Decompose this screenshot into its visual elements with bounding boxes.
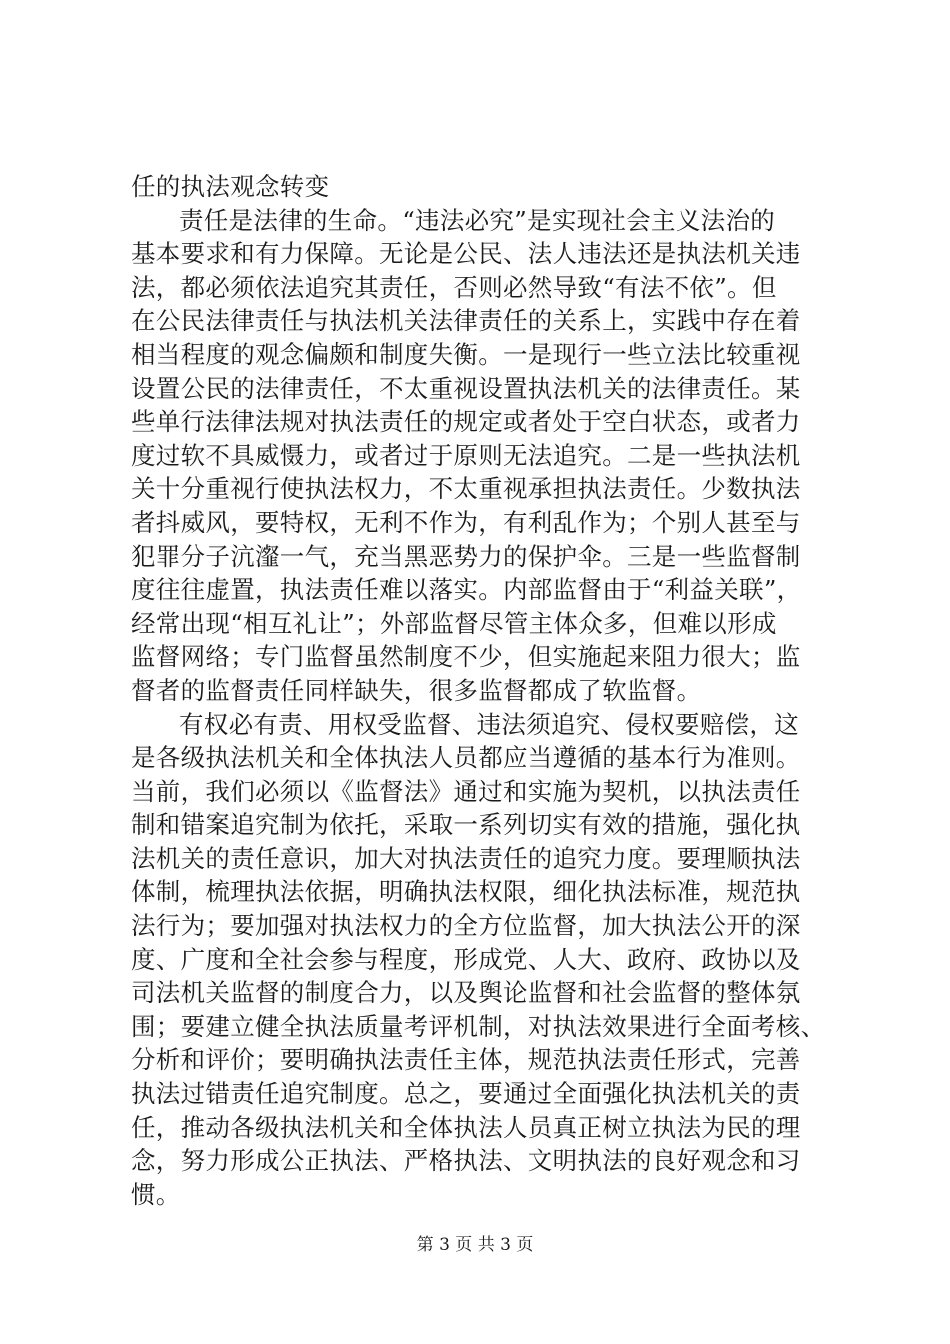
paragraph-start-line: 有权必有责、用权受监督、违法须追究、侵权要赔偿，这 xyxy=(179,709,799,739)
text-line: 惯。 xyxy=(131,1179,181,1209)
text-line: 基本要求和有力保障。无论是公民、法人违法还是执法机关违 xyxy=(131,239,801,269)
text-line: 监督网络；专门监督虽然制度不少，但实施起来阻力很大；监 xyxy=(131,642,801,672)
text-line: 相当程度的观念偏颇和制度失衡。一是现行一些立法比较重视 xyxy=(131,339,801,369)
text-line: 些单行法律法规对执法责任的规定或者处于空白状态，或者力 xyxy=(131,407,801,437)
paragraph-start-line: 责任是法律的生命。“违法必究”是实现社会主义法治的 xyxy=(179,205,776,235)
text-line: 者抖威风，要特权，无利不作为，有利乱作为；个别人甚至与 xyxy=(131,507,801,537)
text-line: 在公民法律责任与执法机关法律责任的关系上，实践中存在着 xyxy=(131,306,801,336)
text-line: 度往往虚置，执法责任难以落实。内部监督由于“利益关联”， xyxy=(131,575,802,605)
text-line: 督者的监督责任同样缺失，很多监督都成了软监督。 xyxy=(131,675,702,705)
text-line: 度、广度和全社会参与程度，形成党、人大、政府、政协以及 xyxy=(131,944,801,974)
document-body xyxy=(131,170,831,1211)
text-line: 任，推动各级执法机关和全体执法人员真正树立执法为民的理 xyxy=(131,1112,801,1142)
text-line: 关十分重视行使执法权力，不太重视承担执法责任。少数执法 xyxy=(131,474,801,504)
text-line: 执法过错责任追究制度。总之，要通过全面强化执法机关的责 xyxy=(131,1079,801,1109)
text-line: 法，都必须依法追究其责任，否则必然导致“有法不依”。但 xyxy=(131,272,777,302)
page-footer: 第 3 页 共 3 页 xyxy=(416,1235,534,1255)
text-line: 设置公民的法律责任，不太重视设置执法机关的法律责任。某 xyxy=(131,373,801,403)
text-line: 法机关的责任意识，加大对执法责任的追究力度。要理顺执法 xyxy=(131,843,801,873)
text-line: 任的执法观念转变 xyxy=(131,172,330,201)
text-line: 围；要建立健全执法质量考评机制，对执法效果进行全面考核、 xyxy=(131,1011,826,1041)
text-line: 司法机关监督的制度合力，以及舆论监督和社会监督的整体氛 xyxy=(131,978,801,1008)
text-line: 当前，我们必须以《监督法》通过和实施为契机，以执法责任 xyxy=(131,776,801,806)
text-line: 犯罪分子沆瀣一气，充当黑恶势力的保护伞。三是一些监督制 xyxy=(131,541,801,571)
text-line: 经常出现“相互礼让”；外部监督尽管主体众多，但难以形成 xyxy=(131,608,777,638)
text-line: 法行为；要加强对执法权力的全方位监督，加大执法公开的深 xyxy=(131,911,801,941)
text-line: 体制，梳理执法依据，明确执法权限，细化执法标准，规范执 xyxy=(131,877,801,907)
text-line: 是各级执法机关和全体执法人员都应当遵循的基本行为准则。 xyxy=(131,743,801,773)
text-line: 念，努力形成公正执法、严格执法、文明执法的良好观念和习 xyxy=(131,1146,801,1176)
text-line: 度过软不具威慑力，或者过于原则无法追究。二是一些执法机 xyxy=(131,440,801,470)
text-line: 制和错案追究制为依托，采取一系列切实有效的措施，强化执 xyxy=(131,810,801,840)
text-line: 分析和评价；要明确执法责任主体，规范执法责任形式，完善 xyxy=(131,1045,801,1075)
